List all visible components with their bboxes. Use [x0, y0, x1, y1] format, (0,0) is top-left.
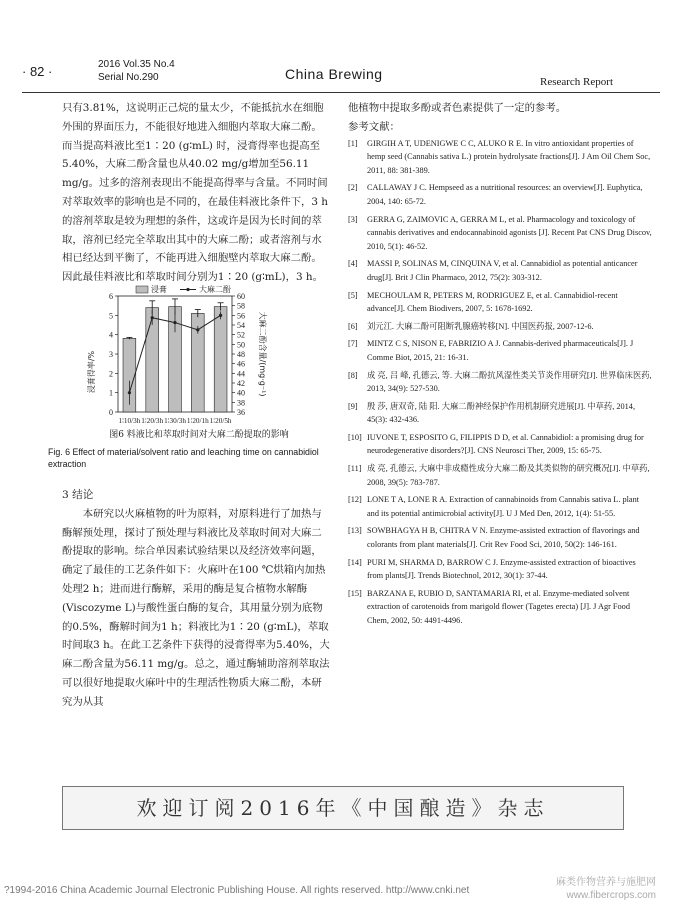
y-left-tick-label: 3 [109, 350, 113, 359]
reference-list [348, 137, 653, 628]
reference-item [348, 369, 653, 396]
reference-item [348, 320, 653, 334]
issue-info [98, 58, 175, 84]
reference-number: [8] [348, 370, 358, 380]
legend-swatch-bar [136, 286, 148, 293]
legend-marker-line [186, 288, 189, 291]
reference-item [348, 462, 653, 489]
y-right-tick-label: 38 [237, 398, 245, 408]
reference-number: [3] [348, 214, 358, 224]
reference-item [348, 524, 653, 551]
x-tick-label: 1∶30/3h [164, 417, 186, 425]
legend-label-bar: 浸膏 [151, 285, 167, 294]
x-tick-label: 1∶10/3h [118, 417, 141, 425]
y-left-tick-label: 1 [109, 388, 113, 398]
y-axis-left-label: 浸膏得率/% [87, 350, 96, 394]
section-heading: 3 结论 [62, 489, 94, 501]
bar [214, 307, 227, 412]
left-column [62, 99, 332, 287]
conclusion-paragraph: 本研究以火麻植物的叶为原料，对原料进行了加热与酶解预处理，探讨了预处理与料液比及萃取时间对大麻二酚提取的影响。综合单因素试验结果以及经济效率问题，确定了最佳的工艺条件如下：火麻叶在100 ℃烘箱内加热处理2 h；进而进行酶解，采用的酶是复合植物水解酶(Viscozyme L)与酸性蛋白酶的复合，其用量分别为底物的0.5%，酶解时间为1 h；料液比为1∶20 (g∶mL)，萃取时间取3 h。在此工艺条件下获得的浸膏得率为5.40%，大麻二酚含量为56.11 mg/g。总之，通过酶辅助溶剂萃取法可以很好地提取火麻叶中的生理活性物质大麻二酚，本研究为从其 [62, 507, 330, 708]
continuation-text: 他植物中提取多酚或者色素提供了一定的参考。 [348, 102, 567, 114]
figure-caption-cn: 图6 料液比和萃取时间对大麻二酚提取的影响 [109, 430, 289, 440]
reference-item [348, 257, 653, 284]
reference-item [348, 493, 653, 520]
x-tick-label: 1∶20/1h [186, 417, 209, 425]
figure-6-chart [84, 282, 266, 430]
y-left-tick-label: 2 [109, 369, 113, 379]
line-point [196, 328, 199, 331]
y-left-tick-label: 6 [109, 292, 113, 301]
reference-item [348, 431, 653, 458]
serial-label: Serial No.290 [98, 72, 159, 83]
journal-name: China Brewing [285, 66, 383, 82]
right-column [348, 99, 653, 632]
conclusion-section [62, 486, 332, 712]
reference-text: GIRGIH A T, UDENIGWE C C, ALUKO R E. In vitro antioxidant properties of hemp seed (Cannabis sativa L.) protein hydrolysate fractions[J]. J Am Oil Chem Soc, 2011, 88: 381-389. [367, 138, 651, 175]
watermark-line-2: www.fibercrops.com [566, 890, 656, 901]
reference-text: PURI M, SHARMA D, BARROW C J. Enzyme-assisted extraction of bioactives from plants[J]. Trends Biotechnol, 2012, 30(1): 37-44. [367, 557, 636, 581]
reference-number: [9] [348, 401, 358, 411]
reference-number: [1] [348, 138, 358, 148]
reference-text: IUVONE T, ESPOSITO G, FILIPPIS D D, et al. Cannabidiol: a promising drug for neurodegenerative disorders?[J]. CNS Neurosci Ther, 2009, 15: 65-75. [367, 432, 644, 456]
volume-label: 2016 Vol.35 No.4 [98, 59, 175, 70]
reference-text: CALLAWAY J C. Hempseed as a nutritional resources: an overview[J]. Euphytica, 2004, 140: 65-72. [367, 183, 643, 206]
reference-item [348, 213, 653, 254]
reference-text: 刘元江. 大麻二酚可阻断乳腺癌转移[N]. 中国医药报, 2007-12-6. [367, 321, 594, 331]
reference-number: [12] [348, 495, 362, 505]
reference-number: [11] [348, 464, 362, 474]
reference-item [348, 181, 653, 208]
reference-item [348, 556, 653, 583]
reference-number: [15] [348, 588, 362, 598]
reference-number: [7] [348, 339, 358, 349]
y-right-tick-label: 56 [237, 311, 245, 321]
reference-number: [13] [348, 526, 362, 536]
y-axis-right-label: 大麻二酚含量/(mg·g⁻¹) [258, 311, 267, 397]
results-paragraph: 只有3.81%，这说明正己烷的量太少，不能抵抗水在细胞外围的界面压力，不能很好地进入细胞内萃取大麻二酚。而当提高料液比至1∶20 (g∶mL) 时，浸膏得率也提高至5.40%，大麻二酚含量也从40.02 mg/g增加至56.11 mg/g。过多的溶剂表现出不能提高得率与含量。不同时间对萃取效率的影响也是不同的，在最佳料液比条件下，3 h的溶剂萃取是较为理想的条件，这或许是因为长时间的萃取，溶剂已经完全萃取出其中的大麻二酚；或者溶剂与水相已经达到平衡了，不能再进入细胞壁内萃取大麻二酚。因此最佳料液比和萃取时间分别为1∶20 (g∶mL)，3 h。 [62, 102, 328, 284]
y-right-tick-label: 40 [237, 388, 245, 398]
y-right-tick-label: 60 [237, 292, 245, 301]
reference-number: [14] [348, 557, 362, 567]
reference-text: 殷 莎, 唐双奇, 陆 阳. 大麻二酚神经保护作用机制研究进展[J]. 中草药, 2014, 45(3): 432-436. [367, 401, 636, 425]
y-right-tick-label: 44 [237, 369, 245, 379]
y-right-tick-label: 46 [237, 359, 245, 369]
x-tick-label: 1∶20/3h [141, 417, 164, 425]
site-watermark [556, 876, 656, 902]
y-right-tick-label: 42 [237, 379, 245, 388]
reference-item [348, 137, 653, 178]
reference-number: [6] [348, 321, 358, 331]
reference-text: 成 亮, 吕 峰, 孔德云, 等. 大麻二酚抗风湿性类关节炎作用研究[J]. 世界临床医药, 2013, 34(9): 527-530. [367, 370, 652, 394]
y-right-tick-label: 36 [237, 408, 245, 417]
y-left-tick-label: 5 [109, 311, 113, 321]
legend-label-line: 大麻二酚 [199, 285, 231, 294]
page-number: · 82 · [22, 64, 53, 79]
y-left-tick-label: 0 [109, 408, 113, 417]
line-point [173, 321, 176, 324]
y-left-tick-label: 4 [109, 330, 113, 340]
x-tick-label: 1∶20/5h [209, 417, 232, 425]
copyright-footer: ?1994-2016 China Academic Journal Electronic Publishing House. All rights reserved. http://www.cnki.net [4, 885, 470, 896]
line-point [128, 391, 131, 394]
line-point [151, 316, 154, 319]
reference-item [348, 587, 653, 628]
y-right-tick-label: 54 [237, 321, 245, 330]
reference-number: [10] [348, 432, 362, 442]
reference-number: [5] [348, 290, 358, 300]
references-heading: 参考文献： [348, 120, 400, 133]
header-rule [22, 92, 660, 93]
reference-text: LONE T A, LONE R A. Extraction of cannabinoids from Cannabis sativa L. plant and its potential antimicrobial activity[J]. U J Med Den, 2012, 1(4): 51-55. [367, 495, 640, 518]
line-point [219, 314, 222, 317]
y-right-tick-label: 58 [237, 301, 245, 311]
reference-text: MINTZ C S, NISON E, FABRIZIO A J. Cannabis-derived pharmaceuticals[J]. J Comme Biot, 2015, 21: 16-31. [367, 339, 634, 362]
reference-text: MASSI P, SOLINAS M, CINQUINA V, et al. Cannabidiol as potential anticancer drug[J]. Brit J Clin Pharmaco, 2012, 75(2): 303-312. [367, 259, 638, 282]
y-right-tick-label: 50 [237, 340, 245, 350]
reference-item [348, 400, 653, 427]
reference-text: 成 亮, 孔德云, 大麻中非成瘾性成分大麻二酚及其类似物的研究概况[J]. 中草药, 2008, 39(5): 783-787. [367, 464, 650, 487]
y-right-tick-label: 52 [237, 330, 245, 340]
reference-text: SOWBHAGYA H B, CHITRA V N. Enzyme-assisted extraction of flavorings and colorants from plant materials[J]. Crit Rev Food Sci, 2010, 50(2): 146-161. [367, 526, 640, 550]
reference-item [348, 337, 653, 364]
figure-caption-en: Fig. 6 Effect of material/solvent ratio and leaching time on cannabidiol extraction [48, 447, 319, 469]
section-label: Research Report [540, 76, 613, 88]
y-right-tick-label: 48 [237, 350, 245, 359]
reference-text: MECHOULAM R, PETERS M, RODRIGUEZ E, et al. Cannabidiol-recent advance[J]. Chem Biodivers, 2007, 5: 1678-1692. [367, 290, 618, 314]
reference-number: [2] [348, 183, 358, 193]
watermark-line-1: 麻类作物营养与施肥网 [556, 877, 656, 888]
reference-number: [4] [348, 259, 358, 269]
subscription-banner: 欢迎订阅2016年《中国酿造》杂志 [62, 786, 624, 830]
reference-text: GERRA G, ZAIMOVIC A, GERRA M L, et al. Pharmacology and toxicology of cannabis derivatives and endocannabinoid agonists [J]. Recent Pat CNS Drug Discov, 2010, 5(1): 46-52. [367, 214, 652, 251]
reference-item [348, 289, 653, 316]
reference-text: BARZANA E, RUBIO D, SANTAMARIA RI, et al. Enzyme-mediated solvent extraction of carotenoids from marigold flower (Tagetes erecta) [J]. J Agr Food Chem, 2002, 50: 4491-4496. [367, 588, 630, 625]
